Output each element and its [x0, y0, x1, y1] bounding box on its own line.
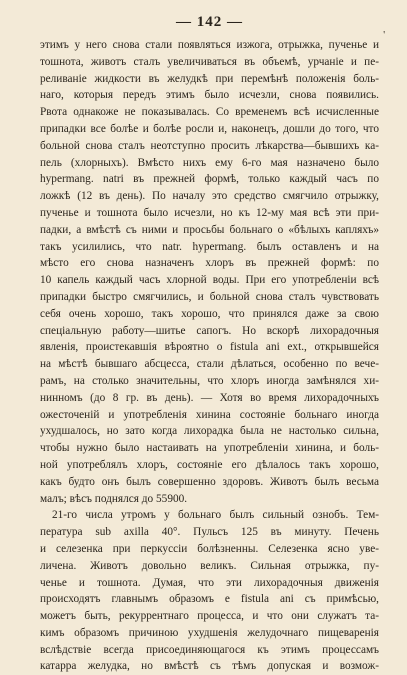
- text-line: тошнота, животъ сталъ увеличиваться въ объемѣ, урчаніе и пе-: [40, 55, 379, 68]
- margin-mark: ': [383, 30, 385, 41]
- text-line: пература sub axilla 40°. Пульсъ 125 въ минуту. Печень: [40, 526, 379, 539]
- text-line: какъ будто онъ былъ совершенно здоровъ. Животъ былъ весьма: [40, 475, 379, 488]
- text-line: рамъ, на столько значительны, что хлоръ иногда замѣнялся хи-: [40, 374, 379, 387]
- text-line: такъ усилились, что natr. hypermang. былъ оставленъ и на: [40, 240, 379, 253]
- text-line: hypermang. natri въ прежней формѣ, только каждый часъ по: [40, 173, 379, 186]
- text-line: пученье и тошнота было исчезли, но къ 12-му мая всѣ эти при-: [40, 206, 379, 219]
- text-line: спеціальную работу—шитье сапогъ. Но вскорѣ лихорадочныя: [40, 324, 379, 337]
- text-line: наго, которыя передъ этимъ было исчезли, снова появились.: [40, 89, 379, 102]
- text-line: происходятъ главнымъ образомъ е fistula ani съ примѣсью,: [40, 593, 379, 606]
- page-number: — 142 —: [176, 14, 243, 30]
- paragraph-first-line: 21-го числа утромъ у больнаго былъ сильный ознобъ. Тем-: [52, 509, 379, 522]
- text-line: явленія, проистекавшія вѣроятно о fistula ani ext., открывшейся: [40, 341, 379, 354]
- text-line: чтобы нужно было настаивать на употребленіи хинина, и боль-: [40, 442, 379, 455]
- text-line: ожесточеній и употребленія хинина состояніе больнаго иногда: [40, 408, 379, 421]
- text-line: кимъ образомъ причиною ухудшенія желудочнаго пищеваренія: [40, 626, 379, 639]
- text-line: и селезенка при перкуссіи болѣзненны. Селезенка ясно уве-: [40, 542, 379, 555]
- text-line: пель (хлорныхъ). Вмѣсто нихъ ему 6-го мая назначено было: [40, 156, 379, 169]
- text-line: вслѣдствіе всегда присоединяющагося къ этимъ процессамъ: [40, 643, 379, 656]
- text-line: мѣсто его снова назначенъ хлоръ въ прежней формѣ: по: [40, 257, 379, 270]
- text-line: ченье и тошнота. Думая, что эти лихорадочныя движенія: [40, 576, 379, 589]
- text-line: реливаніе жидкости въ желудкѣ при перемѣнѣ положенія боль-: [40, 72, 379, 85]
- text-line: ухудшалось, но зато когда лихорадка была не настолько сильна,: [40, 425, 379, 438]
- text-line: на мѣстѣ бывшаго абсцесса, стали дѣлаться, особенно по вече-: [40, 358, 379, 371]
- text-line: Рвота однакоже не показывалась. Со временемъ всѣ исчисленные: [40, 106, 379, 119]
- text-line: личена. Животъ довольно великъ. Сильная отрыжка, пу-: [40, 559, 379, 572]
- paragraph-end-line: малъ; вѣсъ поднялся до 55900.: [40, 492, 188, 505]
- text-line: себя очень хорошо, такъ хорошо, что принялся даже за свою: [40, 307, 379, 320]
- text-line: припадки быстро смягчились, и больной снова сталъ чувствовать: [40, 290, 379, 303]
- body-text: [40, 37, 379, 675]
- text-line: ной употреблялъ хлоръ, состояніе его дѣлалось такъ хорошо,: [40, 458, 379, 471]
- text-line: катарра желудка, но вмѣстѣ съ тѣмъ допуская и возмож-: [40, 660, 379, 673]
- text-line: припадки все болѣе и болѣе росли и, наконецъ, дошли до того, что: [40, 122, 379, 135]
- text-line: больной снова сталъ неотступно просить лѣкарства—бывшихъ ка-: [40, 139, 379, 152]
- text-line: можетъ быть, рекуррентнаго процесса, и что они служатъ та-: [40, 610, 379, 623]
- text-line: падки, а вмѣстѣ съ ними и просьбы больнаго о «бѣлыхъ капляхъ»: [40, 223, 379, 236]
- text-line: 10 капель каждый часъ хлорной воды. При его употребленіи всѣ: [40, 274, 379, 287]
- text-line: нинномъ (до 8 гр. въ день). — Хотя во время лихорадочныхъ: [40, 391, 379, 404]
- text-line: этимъ у него снова стали появляться изжога, отрыжка, пученье и: [40, 39, 379, 51]
- text-line: ложкѣ (12 въ день). По началу это средство смягчило отрыжку,: [40, 190, 379, 203]
